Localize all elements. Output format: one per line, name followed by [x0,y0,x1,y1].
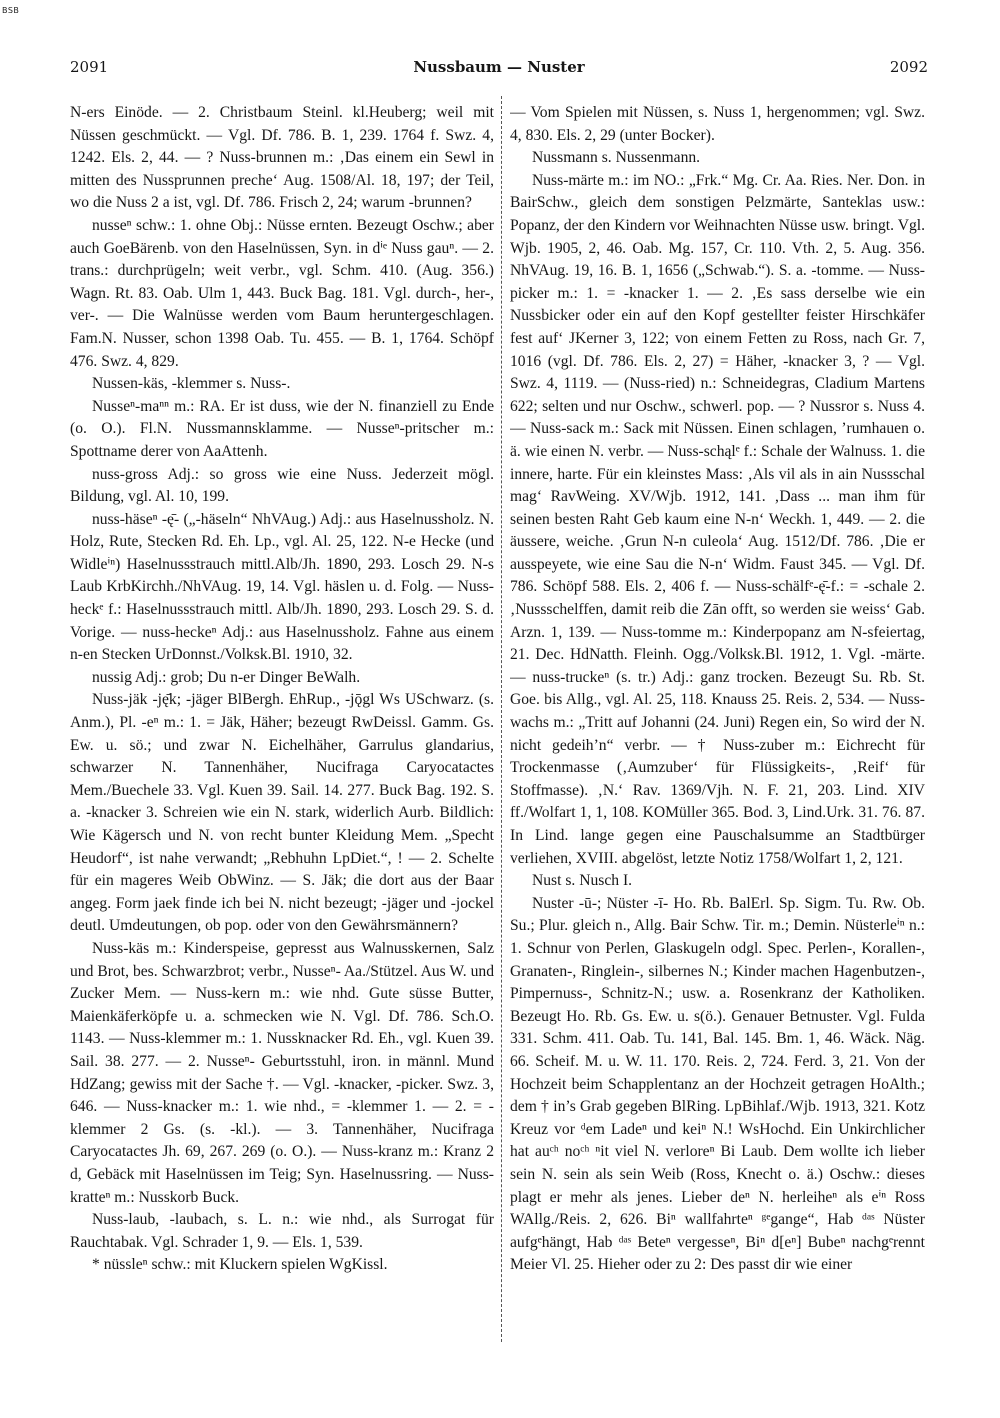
entry-nuss-laub: Nuss-laub, -laubach, s. L. n.: wie nhd., als Surrogat für Rauchtabak. Vgl. Schrader 1, 9. — Els. 1, 539. [70,1211,494,1251]
entry-nuss-maerte: Nuss-märte m.: im NO.: „Frk.“ Mg. Cr. Aa. Ries. Ner. Don. in BairSchw., gleich dem sonstigen Pelzmärte, Santeklas usw.: Popanz, der den Kindern vor Weihnachten Nüsse usw. bringt. Vgl. Wjb. 1905, 2, 46. Oab. Mg. 157, Cr. 110. Vth. 2, 5. Aug. 356. NhVAug. 19, 16. B. 1, 1656 („Schwab.“). S. a. -tomme. — Nuss-picker m.: 1. = -knacker 1. — 2. ‚Es sass derselbe wie ein Nussbicker oder ein auf den Kopf gestellter feister Hirschkäfer fest auf‘ JKerner 3, 122; von einem Fetten zu Ross, nach Gr. 7, 1016 (vgl. Df. 786. Els. 2, 27) = Häher, -knacker 3, ? — Vgl. Swz. 4, 1119. — (Nuss-ried) n.: Schneidegras, Cladium Martens 622; selten und nur Oschw., schwerl. pop. — ? Nussror s. Nuss 4. — Nuss-sack m.: Sack mit Nüssen. Einen schlagen, ’rumhauen o. ä. wie einen N. verbr. — Nuss-schąlᵉ f.: Schale der Walnuss. 1. die innere, harte. Für ein kleinstes Mass: ‚Als vil als in ain Nussschal mag‘ RavWeing. XV/Wjb. 1912, 141. ‚Dass ... man ihm für seinen besten Raht Geb kaum eine N-n‘ Weckh. 1, 449. — 2. die äussere, weiche. ‚Grun N-n culeola‘ Aug. 1512/Df. 786. ‚Die er ausspeyete, wie eine Sau die N-n‘ Widm. Faust 345. — Vgl. Df. 786. Schöpf 588. Els. 2, 406 f. — Nuss-schälfᵉ-ę̄-f.: = -schale 2. ‚Nussschelffen, damit reib die Zān offt, so werden sie weiss‘ Gab. Arzn. 1, 139. — Nuss-tomme m.: Kinderpopanz am N-sfeiertag, 21. Dec. HdNatth. Fleinh. Ogg./Volksk.Bl. 1912, 1. Vgl. -märte. — nuss-truckeⁿ (s. tr.) Adj.: ganz trocken. Bezeugt Su. Rb. St. Goe. bis Allg., vgl. Al. 25, 118. Knauss 25. Reis. 2, 534. — Nuss-wachs m.: „Tritt auf Johanni (24. Juni) Regen ein, So wird der N. nicht gedeih’n“ verbr. — † Nuss-zuber m.: Eichrecht für Trockenmasse (‚Aumzuber‘ für Flüssigkeits-, ‚Reif‘ für Stoffmasse). ‚N.‘ Rav. 1369/Vjh. N. F. 21, 203. Lind. XIV ff./Wolfart 1, 1, 108. KOMüller 365. Bod. 3, Lind.Urk. 31. 76. 87. In Lind. lange gegen eine Pauschalsumme an Stadtbürger verliehen, XVIII. abgelöst, letzte Notiz 1758/Wolfart 1, 2, 121. [510,171,925,867]
entry-continuation: N-ers Einöde. — 2. Christbaum Steinl. kl.Heuberg; weil mit Nüssen geschmückt. — Vgl. Df. 786. B. 1, 239. 1764 f. Swz. 4, 1242. Els. 2, 44. — ? Nuss-brunnen m.: ‚Das einem ein Sewl in mitten des Nussprunnen preche‘ Aug. 1508/Al. 18, 197; der Teil, wo die Nuss 2 a ist, vgl. Df. 786. Frisch 2, 24; warum -brunnen? [70,104,494,212]
entry-nuss-gross: nuss-gross Adj.: so gross wie eine Nuss. Jederzeit mögl. Bildung, vgl. Al. 10, 199. [70,465,494,506]
entry-nuss-haesen: nuss-häseⁿ -ę̄- („-häseln“ NhVAug.) Adj.: aus Haselnussholz. N. Holz, Rute, Stecken Rd. Eh. Lp., vgl. Al. 25, 122. N-e Hecke (und Widleⁱⁿ) Haselnussstrauch mittl.Alb/Jh. 1890, 293. Losch 29. N-s Laub KrbKirchh./NhVAug. 19, 14. Vgl. häslen u. d. Folg. — Nuss-heckᵉ f.: Haselnussstrauch mittl. Alb/Jh. 1890, 293. Losch 29. S. d. Vorige. — nuss-heckeⁿ Adj.: aus Haselnussholz. Fahne aus einem n-en Stecken UrDonnst./Volksk.Bl. 1910, 32. [70,510,494,664]
library-stamp: BSB [2,6,20,15]
entry-nussig: nussig Adj.: grob; Du n-er Dinger BeWalh. [92,668,361,686]
entry-nuster: Nuster -ū-; Nüster -ī- Ho. Rb. BalErl. Sp. Sigm. Tu. Rw. Ob. Su.; Plur. gleich n., Allg. Bair Schw. Tir. m.; Demin. Nüsterleⁱⁿ n.: 1. Schnur von Perlen, Glaskugeln odgl. Spec. Perlen-, Korallen-, Granaten-, Ringlein-, silbernes N.; Kinder machen Hagenbutzen-, Pimpernuss-, Schnitz-N.; usw. a. Rosenkranz der Katholiken. Bezeugt Ho. Rb. Gs. Ew. u. s(ö.). Genauer Betnuster. Vgl. Fulda 331. Schm. 411. Oab. Tu. 141, Bal. 145. Bm. 1, 46. Wäck. Näg. 66. Scheif. M. u. W. 11. 170. Reis. 2, 724. Ferd. 3, 21. Von der Hochzeit beim Schapplentanz an der Hochzeit getragen HoAlth.; dem † in’s Grab gegeben BlRing. LpBihlaf./Wjb. 1913, 321. Kotz Kreuz vor ᵈem Ladeⁿ und keiⁿ N.! WsHochd. Ein Unkirchlicher hat auᶜʰ noᶜʰ ⁿit viel N. verloreⁿ Bi Laub. Dem wollte ich lieber sein N. sein als sein Weib (Ross, Knecht o. ä.) Oschw.: dieses plagt er mehr als jenes. Lieber deⁿ N. herleiheⁿ als eⁱⁿ Ross WAllg./Reis. 2, 626. Biⁿ wallfahrteⁿ ᵍᵉgange“, Hab ᵈᵃˢ Nüster aufgᵉhängt, Hab ᵈᵃˢ Beteⁿ vergesseⁿ, Biⁿ d[eⁿ] Bubeⁿ nachgᵉrennt Meier Vl. 25. Hieher oder zu 2: Des passt dir wie einer [510,894,925,1274]
entry-nust: Nust s. Nusch I. [532,872,633,890]
running-title: Nussbaum — Nuster [413,58,585,76]
entry-nuss-jaek: Nuss-jäk -ję̄k; -jäger BlBergh. EhRup., -jǭgl Ws USchwarz. (s. Anm.), Pl. -eⁿ m.: 1. = Jäk, Häher; bezeugt RwDeissl. Gamm. Gs. Ew. u. sö.; und zwar N. Eichelhäher, Garrulus glandarius, schwarzer N. Tannenhäher, Nucifraga Caryocatactes Mem./Buechele 33. Vgl. Kuen 39. Sail. 14. 277. Buck Bag. 192. S. a. -knacker 3. Schreien wie ein N. stark, widerlich Aurb. Bildlich: Wie Kägersch und N. von recht bunter Kleidung Mem. „Specht Heudorf“, ist nahe verwandt; „Rebhuhn LpDiet.“, ! — 2. Schelte für ein mageres Weib ObWinz. — S. Jäk; die dort aus der Baar angeg. Form jaek finde ich bei N. nicht bezeugt; -jäger und -jockel deutl. Umdeutungen, ob pop. oder von den Gewährsmännern? [70,691,494,935]
page-number-right: 2092 [889,58,928,76]
left-column [70,102,494,1342]
entry-nussen-mann: Nusseⁿ-maⁿⁿ m.: RA. Er ist duss, wie der N. finanziell zu Ende (o. O.). Fl.N. Nussmannsklamme. — Nusseⁿ-pritscher m.: Spottname derer von AaAttenh. [70,397,494,460]
right-column [510,102,925,1342]
entry-nussen: nusseⁿ schw.: 1. ohne Obj.: Nüsse ernten. Bezeugt Oschw.; aber auch GoeBärenb. von den Haselnüssen, Syn. in dⁱᵉ Nuss gauⁿ. — 2. trans.: durchprügeln; weit verbr., vgl. Schm. 410. (Aug. 356.) Wagn. Rt. 83. Oab. Ulm 1, 443. Buck Bag. 181. Vgl. durch-, her-, ver-. — Die Walnüsse werden vom Baum heruntergeschlagen. Fam.N. Nusser, schon 1398 Oab. Tu. 455. — B. 1, 1764. Schöpf 476. Swz. 4, 829. [70,216,494,370]
entry-nuss-kaes: Nuss-käs m.: Kinderspeise, gepresst aus Walnusskernen, Salz und Brot, bes. Schwarzbrot; verbr., Nusseⁿ- Aa./Stützel. Aus W. und Zucker Mem. — Nuss-kern m.: wie nhd. Gute süsse Butter, Maienkäferköpfe u. a. schmecken wie N. Vgl. Df. 786. Sch.O. 1143. — Nuss-klemmer m.: 1. Nussknacker Rd. Eh., vgl. Kuen 39. Sail. 38. 277. — 2. Nusseⁿ- Geburtsstuhl, iron. in männl. Mund HdZang; gewiss mit der Sache †. — Vgl. -knacker, -picker. Swz. 3, 646. — Nuss-knacker m.: 1. wie nhd., = -klemmer 1. — 2. = -klemmer 2 Gs. (s. -kl.). — 3. Tannenhäher, Nucifraga Caryocatactes Jh. 69, 267. 269 (o. O.). — Nuss-kranz m.: Kranz 2 d, Gebäck mit Haselnüssen im Teig; Syn. Haselnussring. — Nuss-kratteⁿ m.: Nusskorb Buck. [70,939,494,1206]
column-divider [501,96,502,1342]
page-number-left: 2091 [70,58,109,76]
page-header [70,58,928,80]
entry-nuesslen: * nüssleⁿ schw.: mit Kluckern spielen WgKissl. [92,1256,388,1274]
entry-nussen-kaes: Nussen-käs, -klemmer s. Nuss-. [92,375,291,393]
entry-continuation: — Vom Spielen mit Nüssen, s. Nuss 1, hergenommen; vgl. Swz. 4, 830. Els. 2, 29 (unter Bocker). [510,104,925,144]
entry-nussmann: Nussmann s. Nussenmann. [532,149,701,167]
